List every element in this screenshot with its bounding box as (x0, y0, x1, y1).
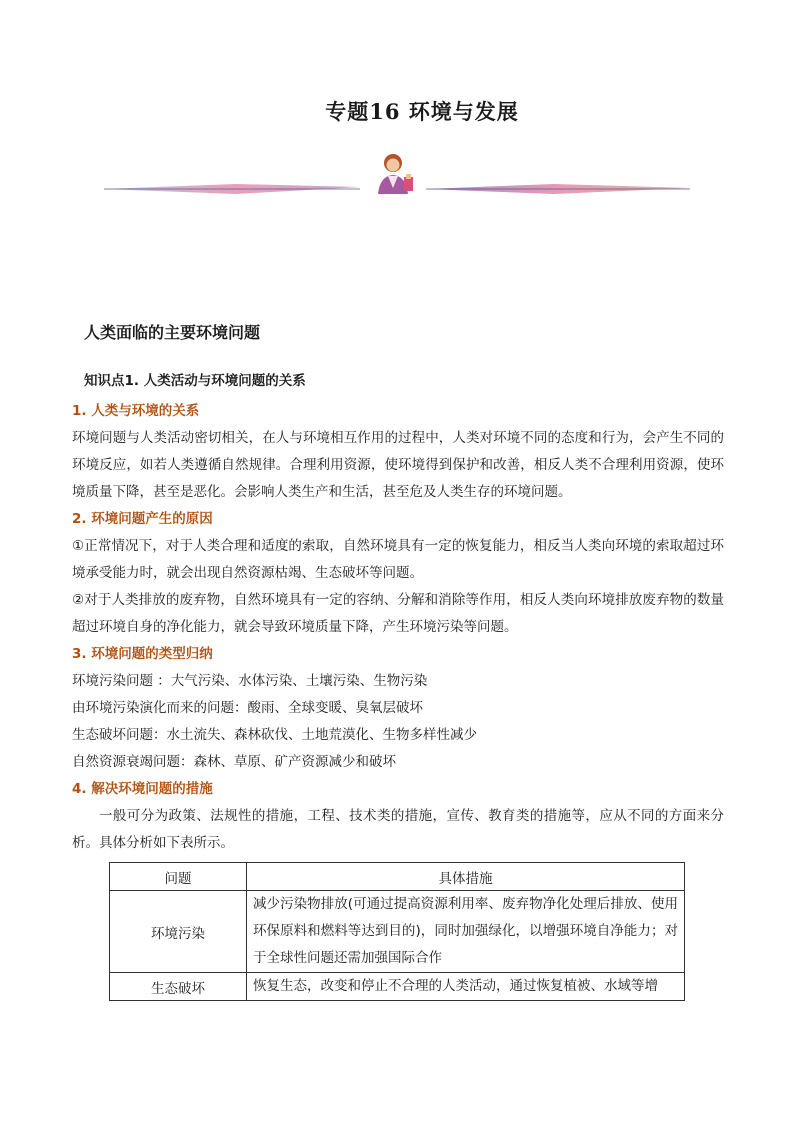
content-body (72, 398, 724, 857)
type-line-resource: 自然资源衰竭问题：森林、草原、矿产资源减少和破坏 (72, 754, 396, 770)
page-title: 专题16 环境与发展 (325, 99, 519, 124)
table-row (110, 891, 685, 973)
table-row (110, 973, 685, 1001)
table-cell-measure: 减少污染物排放(可通过提高资源利用率、废弃物净化处理后排放、使用环保原料和燃料等达到目的)，同时加强绿化，以增强环境自净能力；对于全球性问题还需加强国际合作 (247, 891, 685, 973)
knowledge-point-title: 知识点1. 人类活动与环境问题的关系 (84, 373, 306, 389)
paragraph-measures: 一般可分为政策、法规性的措施，工程、技术类的措施，宣传、教育类的措施等，应从不同的方面来分析。具体分析如下表所示。 (72, 808, 724, 851)
paragraph-cause-1: ①正常情况下，对于人类合理和适度的索取，自然环境具有一定的恢复能力，相反当人类向环境的索取超过环境承受能力时，就会出现自然资源枯竭、生态破坏等问题。 (72, 538, 724, 581)
subheading-1: 1. 人类与环境的关系 (72, 403, 200, 419)
teacher-icon (378, 154, 413, 194)
section-title: 人类面临的主要环境问题 (84, 323, 261, 342)
type-line-pollution: 环境污染问题 ：大气污染、水体污染、土壤污染、生物污染 (72, 673, 428, 689)
paragraph-relationship: 环境问题与人类活动密切相关，在人与环境相互作用的过程中，人类对环境不同的态度和行为，会产生不同的环境反应，如若人类遵循自然规律。合理利用资源，使环境得到保护和改善，相反人类不合理利用资源，使环境质量下降，甚至是恶化。会影响人类生产和生活，甚至危及人类生存的环境问题。 (72, 430, 724, 500)
subheading-2: 2. 环境问题产生的原因 (72, 511, 213, 527)
type-line-derived: 由环境污染演化而来的问题：酸雨、全球变暖、臭氧层破坏 (72, 700, 423, 716)
table-cell-problem: 生态破坏 (110, 973, 247, 1001)
paragraph-cause-2: ②对于人类排放的废弃物，自然环境具有一定的容纳、分解和消除等作用，相反人类向环境排放废弃物的数量超过环境自身的净化能力，就会导致环境质量下降，产生环境污染等问题。 (72, 592, 724, 635)
type-line-ecology: 生态破坏问题：水土流失、森林砍伐、土地荒漠化、生物多样性减少 (72, 727, 477, 743)
table-header-problem: 问题 (110, 863, 247, 891)
table-cell-problem: 环境污染 (110, 891, 247, 973)
header-banner (104, 150, 690, 198)
subheading-4: 4. 解决环境问题的措施 (72, 781, 213, 797)
table-header-measure: 具体措施 (247, 863, 685, 891)
table-header-row (110, 863, 685, 891)
subheading-3: 3. 环境问题的类型归纳 (72, 646, 213, 662)
table-cell-measure: 恢复生态，改变和停止不合理的人类活动，通过恢复植被、水域等增 (247, 973, 685, 1001)
measures-table (109, 862, 685, 1001)
